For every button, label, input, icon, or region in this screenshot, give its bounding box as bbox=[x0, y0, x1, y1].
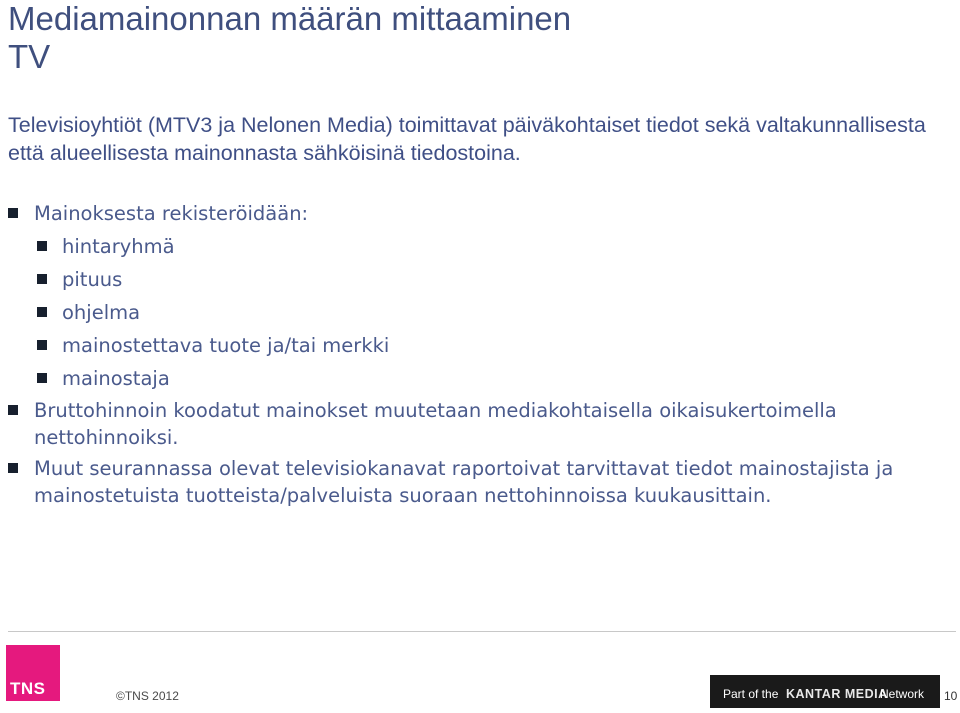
tns-logo-text: TNS bbox=[10, 679, 46, 698]
bullet-square-icon bbox=[37, 373, 47, 383]
bullet-square-icon bbox=[8, 208, 18, 218]
intro-paragraph: Televisioyhtiöt (MTV3 ja Nelonen Media) toimittavat päiväkohtaiset tiedot sekä valtakunnallisesta että alueellisesta mainonnasta sähköisinä tiedostoina. bbox=[8, 113, 926, 165]
bullet-square-icon bbox=[8, 463, 18, 473]
kantar-media-banner bbox=[710, 675, 940, 708]
network-brand: KANTAR MEDIA bbox=[786, 687, 888, 701]
bullet-item: Bruttohinnoin koodatut mainokset muutetaan mediakohtaisella oikaisukertoimella nettohinnoiksi. bbox=[34, 399, 837, 449]
slide-title-line1: Mediamainonnan määrän mittaaminen bbox=[8, 0, 572, 37]
sub-bullet-item: mainostettava tuote ja/tai merkki bbox=[62, 334, 390, 357]
bullet-square-icon bbox=[37, 274, 47, 284]
copyright-text: ©TNS 2012 bbox=[116, 689, 179, 703]
bullet-square-icon bbox=[37, 241, 47, 251]
network-suffix: Network bbox=[880, 687, 925, 701]
network-prefix: Part of the bbox=[723, 687, 779, 701]
bullet-square-icon bbox=[37, 307, 47, 317]
tns-logo bbox=[6, 645, 60, 701]
sub-bullet-item: hintaryhmä bbox=[62, 235, 175, 258]
footer-divider bbox=[8, 631, 956, 632]
sub-bullet-item: mainostaja bbox=[62, 367, 170, 390]
sub-bullet-item: ohjelma bbox=[62, 301, 141, 324]
bullet-square-icon bbox=[8, 405, 18, 415]
page-number: 10 bbox=[944, 689, 958, 703]
sub-bullet-item: pituus bbox=[62, 268, 123, 291]
slide-title-line2: TV bbox=[8, 38, 51, 75]
bullet-item: Muut seurannassa olevat televisiokanavat raportoivat tarvittavat tiedot mainostajista ja mainostetuista tuotteista/palveluista suoraan nettohinnoissa kuukausittain. bbox=[34, 457, 894, 507]
slide-title bbox=[8, 0, 571, 76]
bullet-square-icon bbox=[37, 340, 47, 350]
bullet-item: Mainoksesta rekisteröidään: bbox=[34, 202, 309, 225]
